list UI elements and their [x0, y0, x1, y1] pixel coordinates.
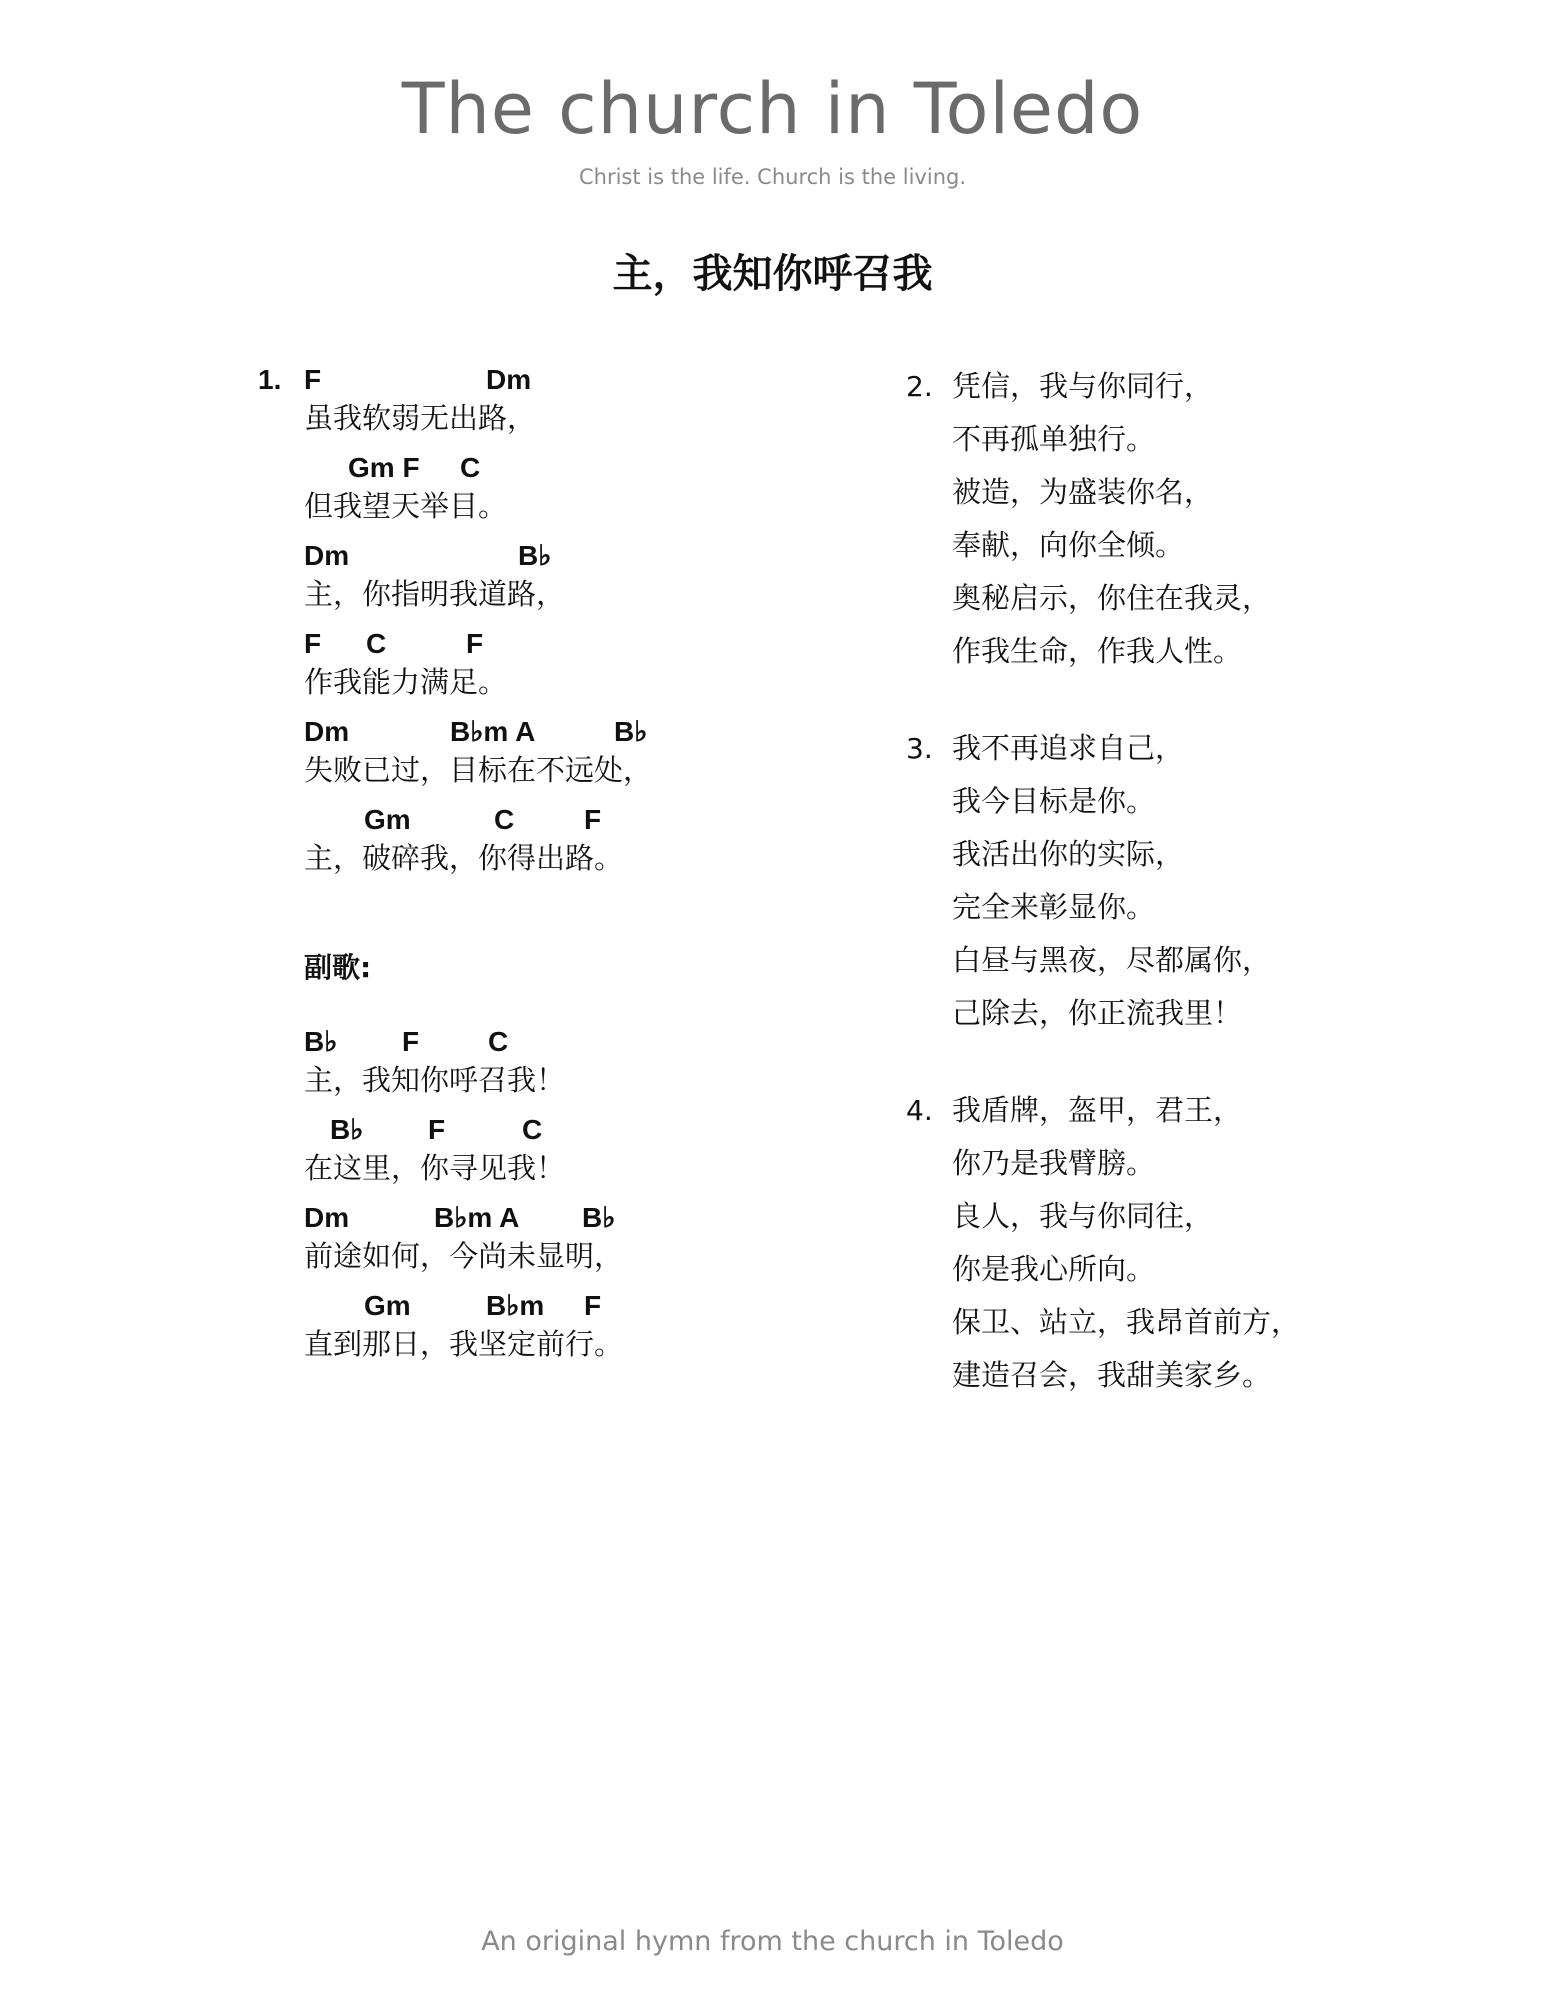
chord: B♭m	[486, 1290, 545, 1321]
chord-lyric-pair	[304, 1112, 864, 1200]
chord: Dm	[486, 364, 532, 395]
chord: B♭	[304, 1026, 338, 1057]
lyric-line: 主，我知你呼召我！	[304, 1063, 566, 1097]
chord: B♭	[518, 540, 552, 571]
chord-lyric-pair	[304, 538, 864, 626]
footer-text: An original hymn from the church in Toledo	[481, 1926, 1064, 1957]
chord-lyric-pair	[304, 714, 864, 802]
chord-line	[304, 626, 864, 662]
lyric-line: 主，破碎我，你得出路。	[304, 841, 624, 875]
lyric-line: 你是我心所向。	[952, 1252, 1156, 1286]
lyric-line: 我活出你的实际，	[952, 837, 1185, 871]
chord-line	[304, 362, 864, 398]
lyric-line: 我今目标是你。	[952, 784, 1156, 818]
chord: C	[488, 1026, 509, 1057]
chord: B♭m A	[434, 1202, 520, 1233]
lyric-line: 我盾牌，盔甲，君王，	[952, 1093, 1243, 1127]
chord-lyric-pair	[304, 1288, 864, 1376]
chord: Gm	[364, 1290, 411, 1321]
chord: B♭m A	[450, 716, 536, 747]
chord: F	[428, 1114, 446, 1145]
chord: F	[584, 804, 602, 835]
chord: F	[304, 364, 322, 395]
chord: C	[494, 804, 515, 835]
chord: C	[460, 452, 481, 483]
chord: Dm	[304, 716, 350, 747]
chord: B♭	[330, 1114, 364, 1145]
chord: Gm	[364, 804, 411, 835]
chord-line	[304, 802, 864, 838]
chord-lyric-pair	[304, 1200, 864, 1288]
lyric-line: 在这里，你寻见我！	[304, 1151, 566, 1185]
lyric-line: 主，你指明我道路，	[304, 577, 566, 611]
chord: Gm F	[348, 452, 420, 483]
chord-line	[304, 450, 864, 486]
lyric-line: 建造召会，我甜美家乡。	[952, 1358, 1272, 1392]
lyric-line: 失败已过，目标在不远处，	[304, 753, 653, 787]
chord-lyric-pair	[304, 450, 864, 538]
page-title: The church in Toledo	[401, 68, 1144, 150]
lyric-line: 白昼与黑夜，尽都属你，	[952, 943, 1272, 977]
chord: C	[522, 1114, 543, 1145]
chord-lyric-pair	[304, 802, 864, 890]
chord: Dm	[304, 540, 350, 571]
chord-lyric-pair	[304, 626, 864, 714]
chord-line	[304, 1200, 864, 1236]
chord: B♭	[614, 716, 648, 747]
verse-number: 1.	[258, 364, 282, 395]
chord: F	[466, 628, 484, 659]
lyric-line: 前途如何，今尚未显明，	[304, 1239, 624, 1273]
lyric-line: 被造，为盛装你名，	[952, 475, 1214, 509]
lyric-line: 我不再追求自己，	[952, 731, 1185, 765]
verse-number: 4.	[906, 1094, 933, 1127]
lyric-line: 完全来彰显你。	[952, 890, 1156, 924]
lyric-line: 保卫、站立，我昂首前方，	[952, 1305, 1301, 1339]
lyric-line: 奥秘启示，你住在我灵，	[952, 581, 1272, 615]
lyric-line: 奉献，向你全倾。	[952, 528, 1185, 562]
chord: B♭	[582, 1202, 616, 1233]
verse-2	[906, 360, 1466, 678]
lyric-line: 不再孤单独行。	[952, 422, 1156, 456]
verse-number: 2.	[906, 370, 933, 403]
chord: F	[304, 628, 322, 659]
chord-line	[304, 1112, 864, 1148]
chord-lyric-pair	[304, 362, 864, 450]
hymn-title: 主，我知你呼召我	[612, 251, 933, 297]
verse-3	[906, 722, 1466, 1040]
chord-line	[304, 714, 864, 750]
chord: F	[584, 1290, 602, 1321]
lyric-line: 凭信，我与你同行，	[952, 369, 1214, 403]
chorus-label: 副歌:	[304, 951, 372, 984]
lyric-line: 但我望天举目。	[304, 489, 508, 523]
lyric-line: 己除去，你正流我里！	[952, 996, 1243, 1030]
chord-line	[304, 538, 864, 574]
lyric-line: 作我能力满足。	[304, 665, 508, 699]
verse-1-lines	[304, 362, 864, 1376]
chord: F	[402, 1026, 420, 1057]
tagline: Christ is the life. Church is the living.	[578, 165, 967, 189]
chord: Dm	[304, 1202, 350, 1233]
verse-number: 3.	[906, 732, 933, 765]
chord-line	[304, 1288, 864, 1324]
chord-lyric-pair	[304, 1024, 864, 1112]
lyric-line: 你乃是我臂膀。	[952, 1146, 1156, 1180]
chord-line	[304, 1024, 864, 1060]
lyric-line: 作我生命，作我人性。	[952, 634, 1243, 668]
lyric-line: 良人，我与你同往，	[952, 1199, 1214, 1233]
chord: C	[366, 628, 387, 659]
lyric-line: 虽我软弱无出路，	[304, 401, 537, 435]
lyric-line: 直到那日，我坚定前行。	[304, 1327, 624, 1361]
verses-2-to-4	[906, 360, 1466, 1446]
verse-4	[906, 1084, 1466, 1402]
